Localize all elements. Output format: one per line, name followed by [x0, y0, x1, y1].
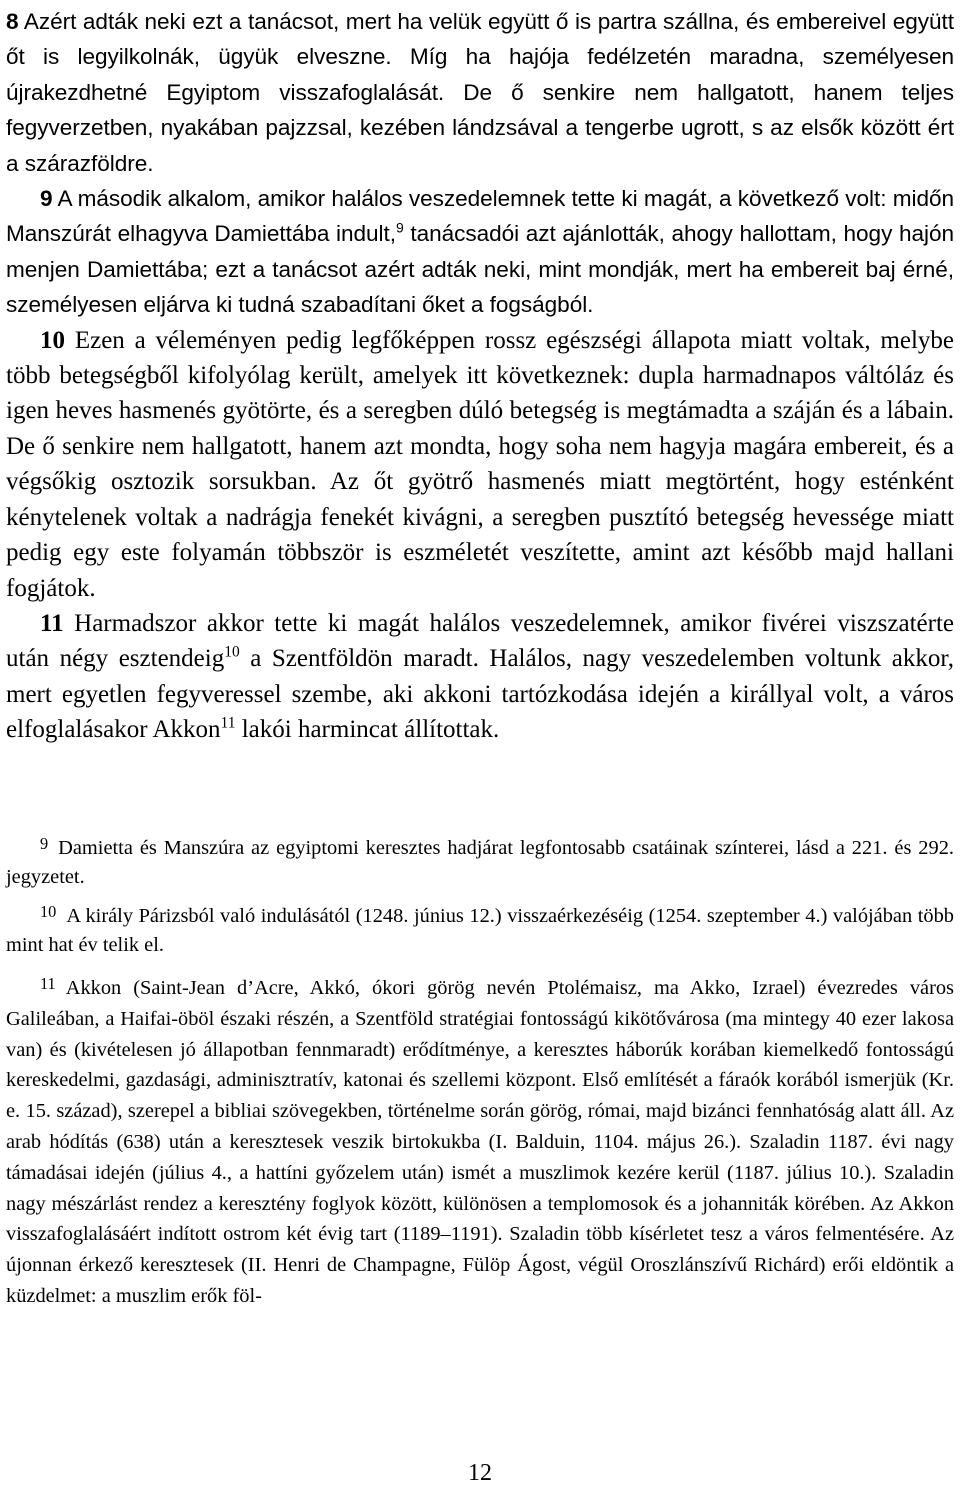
page — [6, 0, 954, 1486]
footnote-ref[interactable]: 9 — [395, 219, 404, 236]
paragraph-number: 8 — [6, 9, 19, 34]
paragraph-number: 11 — [40, 609, 64, 637]
footnote-9 — [6, 834, 954, 892]
main-text — [6, 0, 954, 748]
paragraph-11 — [6, 606, 954, 748]
paragraph-text: A második alkalom, amikor halálos veszedelemnek tette ki magát, a következő volt: midőn Manszúrát elhagyva Damiettába indult, — [6, 186, 954, 247]
footnote-ref[interactable]: 11 — [220, 714, 236, 732]
paragraph-text: tanácsadói azt ajánlották, ahogy hallottam, hogy hajón menjen Damiettába; ezt a tanácsot azért adták neki, mint mondják, mert ha embereit baj érné, személyesen eljárva ki tudná szabadítani őket a fogságból. — [6, 221, 954, 318]
footnote-mark: 11 — [40, 973, 56, 993]
paragraph-text: Harmadszor akkor tette ki magát halálos veszedelemnek, amikor fivérei viszszatérte után négy esztendeig — [6, 609, 954, 673]
footnote-10 — [6, 902, 954, 960]
page-number: 12 — [468, 1460, 492, 1486]
paragraph-10 — [6, 323, 954, 606]
footnote-text: A király Párizsból való indulásától (1248. június 12.) visszaérkezéséig (1254. szeptember 4.) valójában több mint hat év telik el. — [6, 905, 954, 956]
footnote-mark: 10 — [40, 901, 57, 921]
footnote-11 — [6, 973, 954, 1312]
paragraph-text: lakói harmincat állítottak. — [235, 716, 500, 744]
paragraph-text: Ezen a véleményen pedig legfőképpen rossz egészségi állapota miatt voltak, melybe több betegségből kifolyólag került, amelyek itt következnek: dupla harmadnapos váltóláz és igen heves hasmenés gyötörte, és a seregben dúló betegség is megtámadta a száján és a lábain. De ő senkire nem hallgatott, hanem azt mondta, hogy soha nem hagyja magára embereit, és a végsőkig osztozik sorsukban. Az őt gyötrő hasmenés miatt megtörtént, hogy esténként kénytelenek voltak a nadrágja fenekét kivágni, a seregben pusztító betegség hevessége miatt pedig egy este folyamán többször is eszméletét veszítette, amint azt később majd hallani fogjátok. — [6, 326, 954, 602]
footnote-text: Akkon (Saint-Jean d’Acre, Akkó, ókori görög nevén Ptolémaisz, ma Akko, Izrael) évezredes város Galileában, a Haifai-öböl északi részén, a Szentföld stratégiai fontosságú kikötővárosa (ma mintegy 40 ezer lakosa van) és (kivételesen jó állapotban fennmaradt) erődítménye, a keresztes háborúk korában kiemelkedő fontosságú kereskedelmi, gazdasági, adminisztratív, katonai és szellemi központ. Első említését a fáraók korából ismerjük (Kr. e. 15. század), szerepel a bibliai szövegekben, történelme során görög, római, majd bizánci fennhatóság alatt áll. Az arab hódítás (638) után a keresztesek veszik birtokukba (I. Balduin, 1104. május 26.). Szaladin 1187. évi nagy támadásai idején (július 4., a hattíni győzelem után) ismét a muszlimok kezére kerül (1187. július 10.). Szaladin nagy mészárlást rendez a keresztény foglyok között, különösen a templomosok és a johanniták körében. Az Akkon visszafoglalásáért indított ostrom két évig tart (1189–1191). Szaladin több kísérletet tesz a város felmentésére. Az újonnan érkező keresztesek (II. Henri de Champagne, Fülöp Ágost, végül Oroszlánszívű Richárd) erői eldöntik a küzdelmet: a muszlim erők föl- — [6, 977, 954, 1307]
paragraph-text: Azért adták neki ezt a tanácsot, mert ha velük együtt ő is partra szállna, és embereivel együtt őt is legyilkolnák, ügyük elveszne. Míg ha hajója fedélzetén maradna, személyesen újrakezdhetné Egyiptom visszafoglalását. De ő senkire nem hallgatott, hanem teljes fegyverzetben, nyakában pajzzsal, kezében lándzsával a tengerbe ugrott, s az elsők között ért a szárazföldre. — [6, 9, 955, 176]
footnote-ref[interactable]: 10 — [224, 643, 240, 661]
paragraph-number: 9 — [40, 186, 53, 212]
paragraph-9 — [6, 181, 954, 323]
paragraph-8 — [6, 4, 954, 181]
footnote-text: Damietta és Manszúra az egyiptomi keresztes hadjárat legfontosabb csatáinak színterei, lásd a 221. és 292. jegyzetet. — [6, 837, 954, 888]
footnotes — [6, 834, 954, 1312]
paragraph-text: a Szentföldön maradt. Halálos, nagy veszedelemben voltunk akkor, mert egyetlen fegyveressel szembe, aki akkoni tartózkodása idején a királlyal volt, a város elfoglalásakor Akkon — [6, 645, 954, 744]
footnote-mark: 9 — [40, 833, 49, 853]
paragraph-number: 10 — [40, 326, 65, 354]
